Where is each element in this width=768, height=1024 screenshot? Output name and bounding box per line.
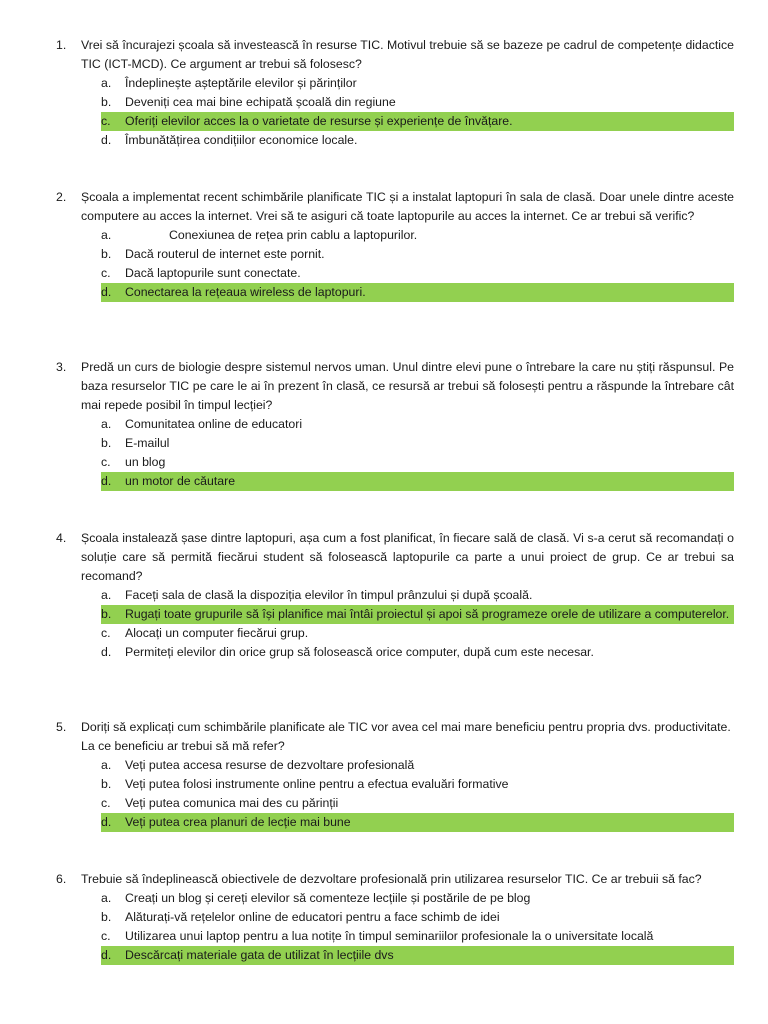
option-text: Alăturați-vă rețelelor online de educatori pentru a face schimb de idei	[125, 910, 500, 924]
option-text: Dacă laptopurile sunt conectate.	[125, 266, 301, 280]
option-c	[101, 927, 734, 946]
question-text: Vrei să încurajezi școala să investească în resurse TIC. Motivul trebuie să se bazeze pe cadrul de competențe didactice TIC (ICT-MCD). Ce argument ar trebui să folosesc?	[81, 38, 734, 71]
option-letter: c.	[101, 455, 111, 469]
options-list	[56, 586, 734, 662]
option-letter: d.	[101, 285, 112, 299]
option-letter: b.	[101, 436, 112, 450]
question-2	[56, 188, 734, 302]
option-text: Veți putea folosi instrumente online pentru a efectua evaluări formative	[125, 777, 509, 791]
option-a	[101, 74, 734, 93]
option-text: Veți putea accesa resurse de dezvoltare profesională	[125, 758, 415, 772]
option-d-correct-highlight	[101, 283, 734, 302]
option-d-correct-highlight	[101, 813, 734, 832]
question-6	[56, 870, 734, 965]
option-c-correct-highlight	[101, 112, 734, 131]
option-text: Îndeplinește așteptările elevilor și părinților	[125, 76, 357, 90]
question-number: 5.	[56, 720, 67, 734]
option-b	[101, 775, 734, 794]
option-d	[101, 131, 734, 150]
option-b	[101, 434, 734, 453]
option-text: Conexiunea de rețea prin cablu a laptopurilor.	[169, 228, 418, 242]
option-a	[101, 415, 734, 434]
option-letter: a.	[101, 891, 112, 905]
question-text: Trebuie să îndeplinească obiectivele de dezvoltare profesională prin utilizarea resurselor TIC. Ce ar trebuii să fac?	[81, 872, 702, 886]
option-letter: d.	[101, 645, 112, 659]
option-text: Îmbunătățirea condițiilor economice locale.	[125, 133, 358, 147]
option-text: Rugați toate grupurile să își planifice mai întâi proiectul și apoi să programeze orele de utilizare a computerelor.	[125, 607, 730, 621]
option-letter: d.	[101, 474, 112, 488]
option-b-correct-highlight	[101, 605, 734, 624]
option-text: Comunitatea online de educatori	[125, 417, 303, 431]
option-text: Oferiți elevilor acces la o varietate de resurse și experiențe de învățare.	[125, 114, 513, 128]
option-b	[101, 245, 734, 264]
option-text: Permiteți elevilor din orice grup să folosească orice computer, după cum este necesar.	[125, 645, 594, 659]
option-letter: d.	[101, 948, 112, 962]
option-b	[101, 93, 734, 112]
option-text: Veți putea comunica mai des cu părinții	[125, 796, 339, 810]
option-c	[101, 264, 734, 283]
question-text: Predă un curs de biologie despre sistemul nervos uman. Unul dintre elevi pune o întrebare la care nu știți răspunsul. Pe baza resurselor TIC pe care le ai în prezent în clasă, ce resursă ar trebui să folosești pentru a răspunde la întrebare cât mai repede posibil în timpul lecției?	[81, 360, 734, 412]
option-letter: a.	[101, 588, 112, 602]
question-number: 4.	[56, 531, 67, 545]
question-number: 1.	[56, 38, 67, 52]
option-letter: c.	[101, 626, 111, 640]
question-3	[56, 358, 734, 491]
option-text: Veți putea crea planuri de lecție mai bune	[125, 815, 351, 829]
option-letter: b.	[101, 777, 112, 791]
option-c	[101, 453, 734, 472]
question-number: 6.	[56, 872, 67, 886]
option-text: un blog	[125, 455, 166, 469]
option-letter: b.	[101, 95, 112, 109]
option-letter: c.	[101, 796, 111, 810]
option-letter: b.	[101, 247, 112, 261]
options-list	[56, 756, 734, 832]
option-letter: a.	[101, 76, 112, 90]
option-letter: a.	[101, 758, 112, 772]
option-a	[101, 586, 734, 605]
question-number: 3.	[56, 360, 67, 374]
option-letter: d.	[101, 815, 112, 829]
option-d-correct-highlight	[101, 472, 734, 491]
option-letter: d.	[101, 133, 112, 147]
option-text: Faceți sala de clasă la dispoziția elevilor în timpul prânzului și după școală.	[125, 588, 533, 602]
option-b	[101, 908, 734, 927]
options-list	[56, 415, 734, 491]
option-letter: b.	[101, 910, 112, 924]
option-text: Deveniți cea mai bine echipată școală din regiune	[125, 95, 396, 109]
option-text: Descărcați materiale gata de utilizat în lecțiile dvs	[125, 948, 394, 962]
option-text: E-mailul	[125, 436, 170, 450]
option-letter: c.	[101, 266, 111, 280]
option-a	[101, 889, 734, 908]
option-a	[101, 756, 734, 775]
question-number: 2.	[56, 190, 67, 204]
option-text: Creați un blog și cereți elevilor să comenteze lecțiile și postările de pe blog	[125, 891, 531, 905]
option-letter: b.	[101, 607, 112, 621]
question-text: Doriți să explicați cum schimbările planificate ale TIC vor avea cel mai mare beneficiu pentru propria dvs. productivitate. La ce beneficiu ar trebui să mă refer?	[81, 720, 731, 753]
options-list	[56, 74, 734, 150]
question-text: Școala a implementat recent schimbările planificate TIC și a instalat laptopuri în sala de clasă. Doar unele dintre aceste computere au acces la internet. Vrei să te asiguri că toate laptopurile au acces la internet. Ce ar trebui să verific?	[81, 190, 734, 223]
question-5	[56, 718, 734, 832]
option-d	[101, 643, 734, 662]
option-letter: a.	[101, 228, 112, 242]
option-c	[101, 794, 734, 813]
question-1	[56, 36, 734, 150]
option-d-correct-highlight	[101, 946, 734, 965]
option-text: Utilizarea unui laptop pentru a lua notițe în timpul seminariilor profesionale la o universitate locală	[125, 929, 654, 943]
option-text: Alocați un computer fiecărui grup.	[125, 626, 309, 640]
question-4	[56, 529, 734, 662]
option-text: Dacă routerul de internet este pornit.	[125, 247, 325, 261]
options-list	[56, 226, 734, 302]
option-a	[101, 226, 734, 245]
question-text: Școala instalează șase dintre laptopuri, așa cum a fost planificat, în fiecare sală de clasă. Vi s-a cerut să recomandați o soluție care să permită fiecărui student să folosească laptopurile ca parte a unui proiect de grup. Ce ar trebui sa recomand?	[81, 531, 734, 583]
options-list	[56, 889, 734, 965]
option-letter: a.	[101, 417, 112, 431]
option-text: un motor de căutare	[125, 474, 236, 488]
option-text: Conectarea la rețeaua wireless de laptopuri.	[125, 285, 366, 299]
option-c	[101, 624, 734, 643]
option-letter: c.	[101, 114, 111, 128]
option-letter: c.	[101, 929, 111, 943]
